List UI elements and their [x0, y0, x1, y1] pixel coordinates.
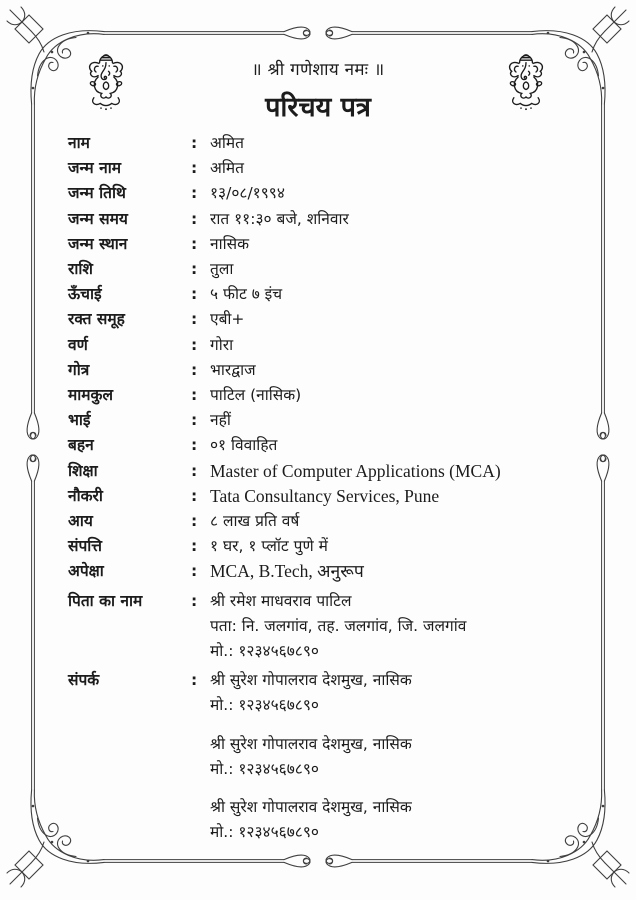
- row-gotra: [68, 358, 578, 383]
- field-value: गोरा: [210, 335, 234, 354]
- colon-separator: :: [191, 134, 198, 152]
- father-address: पता: नि. जलगांव, तह. जलगांव, जि. जलगांव: [210, 616, 467, 635]
- field-value: नासिक: [210, 234, 250, 253]
- field-value: ५ फीट ७ इंच: [210, 285, 283, 304]
- contact-name: श्री सुरेश गोपालराव देशमुख, नासिक: [210, 798, 412, 817]
- page-title: परिचय पत्र: [265, 92, 371, 123]
- contact-block: [210, 668, 578, 718]
- border-center-scroll-icon: [597, 413, 609, 481]
- field-label: जन्म समय: [68, 209, 128, 228]
- border-center-scroll-icon: [284, 27, 352, 39]
- colon-separator: :: [191, 360, 198, 379]
- contact-block: [210, 795, 578, 845]
- field-value: ०१ विवाहित: [210, 436, 278, 455]
- invocation-text: ॥ श्री गणेशाय नमः ॥: [251, 60, 385, 80]
- contact-block: [210, 732, 578, 782]
- field-value: पाटिल (नासिक): [210, 386, 302, 405]
- colon-separator: :: [191, 184, 198, 203]
- contact-name: श्री सुरेश गोपालराव देशमुख, नासिक: [210, 671, 412, 690]
- colon-separator: :: [191, 436, 198, 455]
- field-label: पिता का नाम: [68, 591, 143, 610]
- colon-separator: :: [191, 310, 198, 329]
- field-value: भारद्वाज: [210, 360, 256, 379]
- field-value: १ घर, १ प्लॉट पुणे में: [210, 537, 328, 556]
- row-job: [68, 484, 578, 509]
- field-label: रक्त समूह: [68, 310, 125, 329]
- field-label: शिक्षा: [68, 461, 98, 480]
- row-property: [68, 534, 578, 559]
- colon-separator: :: [191, 562, 198, 581]
- field-label: मामकुल: [68, 386, 113, 405]
- colon-separator: :: [191, 512, 198, 531]
- contact-mobile: मो.: १२३४५६७८९०: [210, 759, 319, 778]
- father-section: [68, 589, 578, 665]
- biodata-fields: [68, 131, 578, 845]
- colon-separator: :: [191, 591, 198, 610]
- father-name: श्री रमेश माधवराव पाटिल: [210, 591, 352, 610]
- contact-mobile: मो.: १२३४५६७८९०: [210, 823, 319, 842]
- colon-separator: :: [191, 461, 198, 480]
- row-birth-date: [68, 181, 578, 206]
- field-label: जन्म तिथि: [68, 184, 126, 203]
- field-value: Master of Computer Applications (MCA): [210, 460, 501, 481]
- colon-separator: :: [191, 671, 198, 690]
- row-birth-place: [68, 232, 578, 257]
- border-center-scroll-icon: [27, 413, 39, 481]
- field-value: ८ लाख प्रति वर्ष: [210, 512, 300, 531]
- row-maternal-family: [68, 383, 578, 408]
- row-brother: [68, 408, 578, 433]
- row-expectation: [68, 559, 578, 584]
- border-center-scroll-icon: [284, 855, 352, 867]
- row-birth-time: [68, 207, 578, 232]
- father-mobile: मो.: १२३४५६७८९०: [210, 642, 319, 661]
- row-zodiac: [68, 257, 578, 282]
- field-label: नाम: [68, 134, 90, 152]
- field-label: भाई: [68, 411, 91, 430]
- row-height: [68, 282, 578, 307]
- father-details: [210, 589, 578, 665]
- field-label: संपर्क: [68, 671, 100, 690]
- colon-separator: :: [191, 234, 198, 253]
- field-label: वर्ण: [68, 335, 88, 354]
- contact-details: [210, 668, 578, 845]
- field-value: एबी+: [210, 310, 245, 329]
- colon-separator: :: [191, 159, 198, 178]
- field-value: Tata Consultancy Services, Pune: [210, 485, 440, 506]
- field-label: गोत्र: [68, 360, 90, 379]
- colon-separator: :: [191, 335, 198, 354]
- colon-separator: :: [191, 486, 198, 505]
- field-label: संपत्ति: [68, 537, 103, 556]
- contact-mobile: मो.: १२३४५६७८९०: [210, 696, 319, 715]
- field-value: १३/०८/१९९४: [210, 184, 285, 203]
- field-label: अपेक्षा: [68, 562, 104, 581]
- row-sister: [68, 433, 578, 458]
- field-value: अमित: [210, 159, 244, 178]
- contact-section: [68, 668, 578, 845]
- row-name: [68, 131, 578, 156]
- field-label: नौकरी: [68, 486, 103, 505]
- field-value: नहीं: [210, 411, 231, 430]
- row-education: [68, 459, 578, 484]
- field-label: राशि: [68, 260, 93, 279]
- colon-separator: :: [191, 386, 198, 405]
- colon-separator: :: [191, 209, 198, 228]
- field-value: अमित: [210, 134, 244, 152]
- field-value: तुला: [210, 260, 234, 279]
- field-value: MCA, B.Tech, अनुरूप: [210, 561, 364, 582]
- row-blood-group: [68, 307, 578, 332]
- field-value: रात ११:३० बजे, शनिवार: [210, 209, 349, 228]
- colon-separator: :: [191, 411, 198, 430]
- field-label: जन्म नाम: [68, 159, 121, 178]
- field-label: जन्म स्थान: [68, 234, 128, 253]
- field-label: आय: [68, 512, 93, 531]
- colon-separator: :: [191, 537, 198, 556]
- field-label: बहन: [68, 436, 94, 455]
- row-income: [68, 509, 578, 534]
- contact-name: श्री सुरेश गोपालराव देशमुख, नासिक: [210, 734, 412, 753]
- row-complexion: [68, 333, 578, 358]
- colon-separator: :: [191, 260, 198, 279]
- row-birth-name: [68, 156, 578, 181]
- colon-separator: :: [191, 285, 198, 304]
- field-label: ऊँचाई: [68, 285, 102, 304]
